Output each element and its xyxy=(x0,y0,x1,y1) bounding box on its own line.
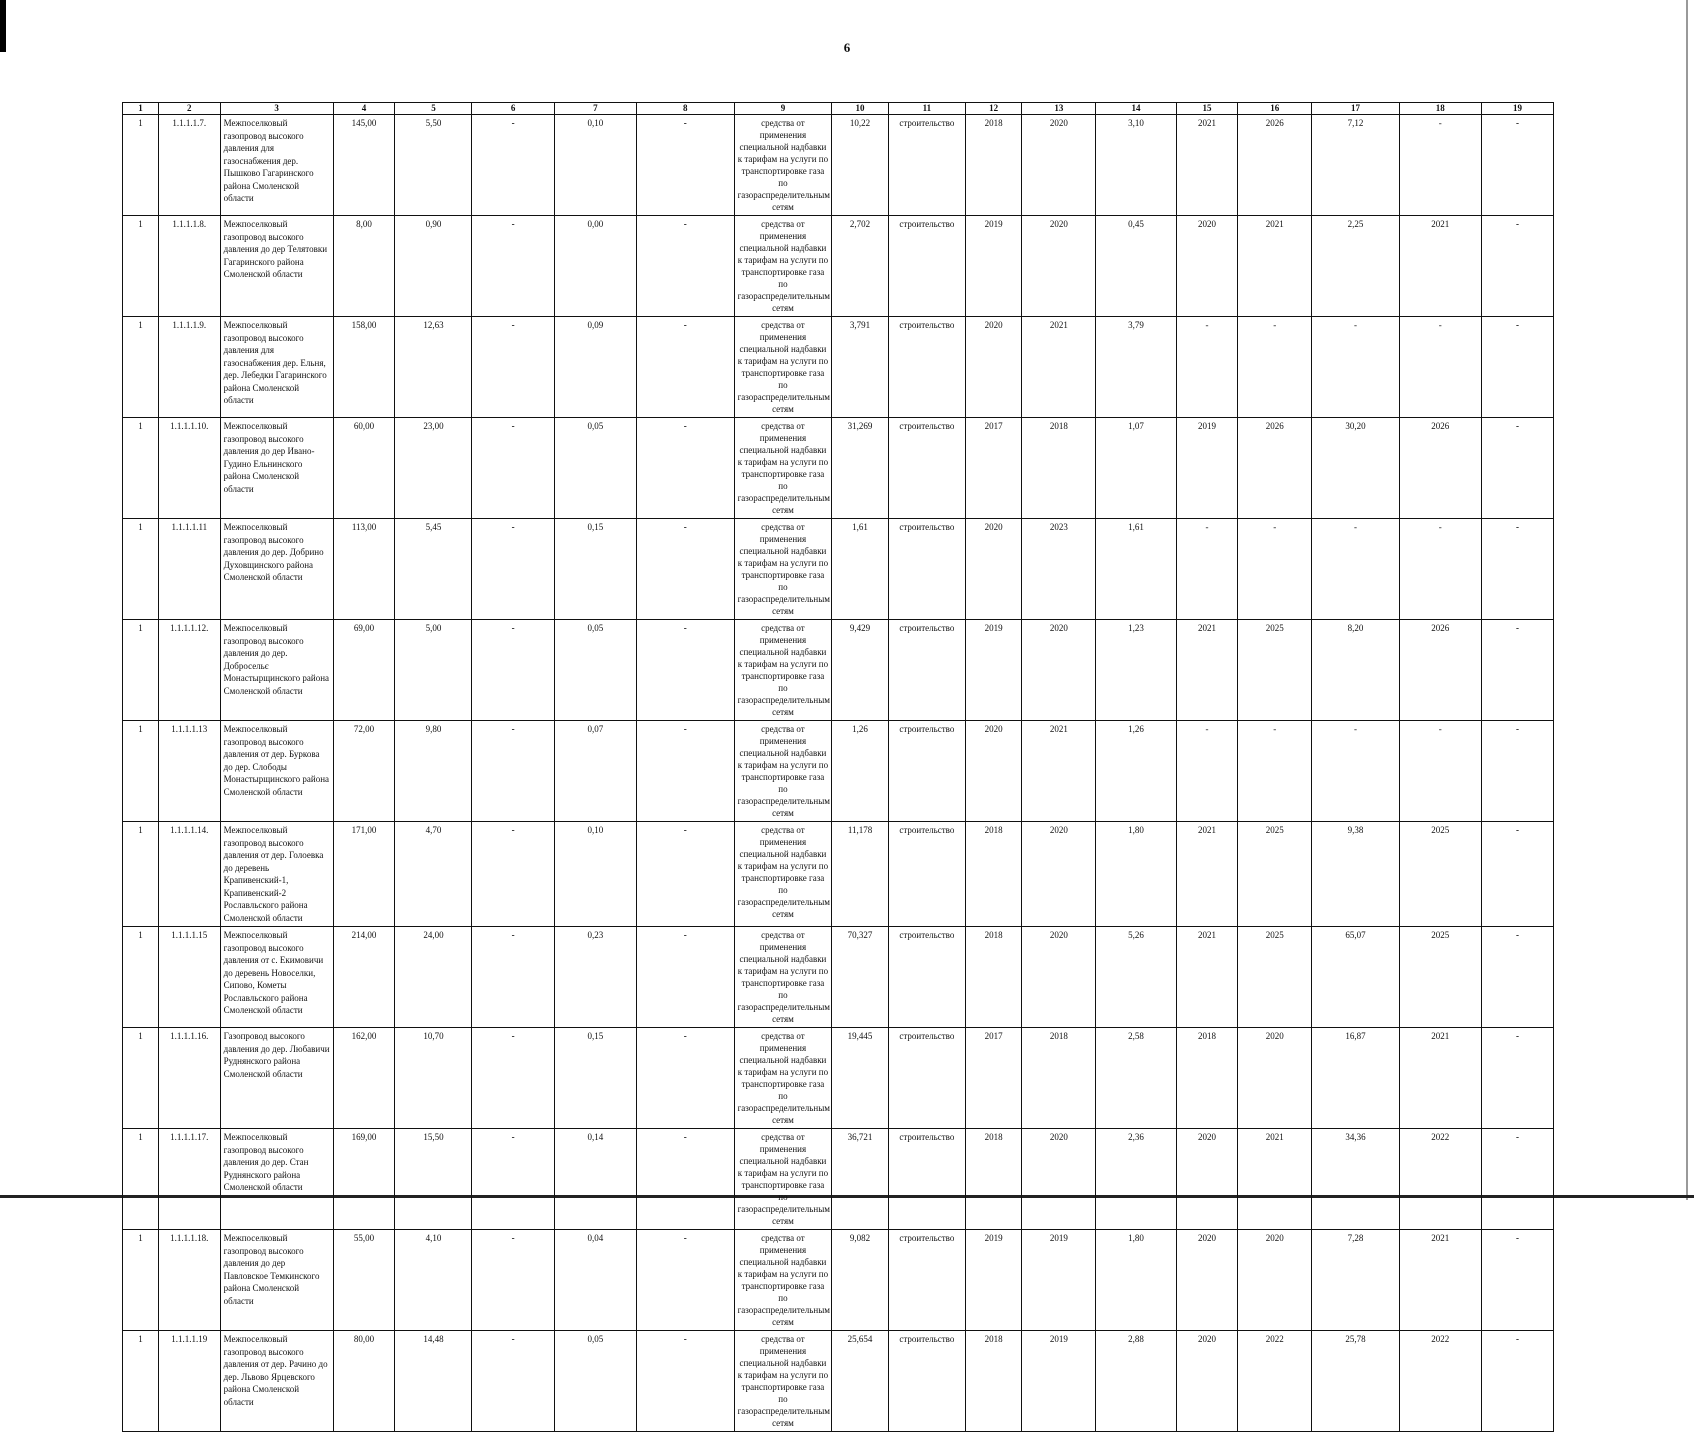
funding-source-cell: средства от применения специальной надбавки к тарифам на услуги по транспортировке газа по газораспределительным сетям xyxy=(734,1230,832,1331)
name-cell: Межпоселковый газопровод высокого давления для газоснабжения дер. Ельня, дер. Лебедки Гагаринского района Смоленской области xyxy=(220,317,333,418)
col-17-cell: 65,07 xyxy=(1312,927,1399,1028)
col-14-cell: 1,80 xyxy=(1096,1230,1176,1331)
col-12-cell: 2019 xyxy=(965,620,1022,721)
col-15-cell: - xyxy=(1176,317,1238,418)
col-7-cell: 0,23 xyxy=(554,927,636,1028)
col-15-cell: 2021 xyxy=(1176,927,1238,1028)
col-16-cell: 2026 xyxy=(1238,115,1312,216)
col-5-cell: 4,10 xyxy=(395,1230,472,1331)
col-17-cell: 30,20 xyxy=(1312,418,1399,519)
header-cell: 15 xyxy=(1176,103,1238,115)
col-17-cell: 25,78 xyxy=(1312,1331,1399,1432)
work-type-cell: строительство xyxy=(888,216,965,317)
name-cell: Межпоселковый газопровод высокого давления до дер. Добросельє Монастырщинского района Смоленской области xyxy=(220,620,333,721)
header-cell: 18 xyxy=(1399,103,1481,115)
col-6-cell: - xyxy=(472,1230,554,1331)
col-6-cell: - xyxy=(472,317,554,418)
col-4-cell: 8,00 xyxy=(333,216,395,317)
col-19-cell: - xyxy=(1481,519,1553,620)
table-row xyxy=(123,927,1554,1028)
col-15-cell: 2018 xyxy=(1176,1028,1238,1129)
header-cell: 5 xyxy=(395,103,472,115)
col-16-cell: 2025 xyxy=(1238,822,1312,927)
code-cell: 1.1.1.1.11 xyxy=(158,519,220,620)
col-4-cell: 214,00 xyxy=(333,927,395,1028)
code-cell: 1.1.1.1.10. xyxy=(158,418,220,519)
table-row xyxy=(123,317,1554,418)
col-19-cell: - xyxy=(1481,927,1553,1028)
col-4-cell: 60,00 xyxy=(333,418,395,519)
col-18-cell: 2025 xyxy=(1399,927,1481,1028)
col-14-cell: 3,79 xyxy=(1096,317,1176,418)
name-cell: Межпоселковый газопровод высокого давления от дер. Рачино до дер. Львово Ярцевского района Смоленской области xyxy=(220,1331,333,1432)
col-10-cell: 70,327 xyxy=(832,927,889,1028)
col-1-cell: 1 xyxy=(123,519,159,620)
col-4-cell: 113,00 xyxy=(333,519,395,620)
work-type-cell: строительство xyxy=(888,317,965,418)
col-19-cell: - xyxy=(1481,115,1553,216)
code-cell: 1.1.1.1.8. xyxy=(158,216,220,317)
table-row xyxy=(123,216,1554,317)
col-14-cell: 1,80 xyxy=(1096,822,1176,927)
work-type-cell: строительство xyxy=(888,721,965,822)
funding-source-cell: средства от применения специальной надбавки к тарифам на услуги по транспортировке газа по газораспределительным сетям xyxy=(734,1129,832,1230)
funding-source-cell: средства от применения специальной надбавки к тарифам на услуги по транспортировке газа по газораспределительным сетям xyxy=(734,317,832,418)
col-14-cell: 1,23 xyxy=(1096,620,1176,721)
col-5-cell: 14,48 xyxy=(395,1331,472,1432)
col-7-cell: 0,10 xyxy=(554,822,636,927)
col-8-cell: - xyxy=(636,927,734,1028)
col-14-cell: 2,36 xyxy=(1096,1129,1176,1230)
code-cell: 1.1.1.1.18. xyxy=(158,1230,220,1331)
work-type-cell: строительство xyxy=(888,1331,965,1432)
col-10-cell: 1,26 xyxy=(832,721,889,822)
col-1-cell: 1 xyxy=(123,216,159,317)
col-4-cell: 169,00 xyxy=(333,1129,395,1230)
table-row xyxy=(123,822,1554,927)
col-12-cell: 2017 xyxy=(965,418,1022,519)
col-14-cell: 2,58 xyxy=(1096,1028,1176,1129)
header-cell: 8 xyxy=(636,103,734,115)
col-13-cell: 2018 xyxy=(1022,1028,1096,1129)
name-cell: Межпоселковый газопровод высокого давления от дер. Голоевка до деревень Крапивенский-1, Крапивенский-2 Рославльского района Смоленской области xyxy=(220,822,333,927)
col-14-cell: 1,61 xyxy=(1096,519,1176,620)
funding-source-cell: средства от применения специальной надбавки к тарифам на услуги по транспортировке газа по газораспределительным сетям xyxy=(734,721,832,822)
col-10-cell: 3,791 xyxy=(832,317,889,418)
col-4-cell: 158,00 xyxy=(333,317,395,418)
col-19-cell: - xyxy=(1481,1129,1553,1230)
col-15-cell: - xyxy=(1176,721,1238,822)
col-12-cell: 2019 xyxy=(965,216,1022,317)
col-6-cell: - xyxy=(472,721,554,822)
col-19-cell: - xyxy=(1481,721,1553,822)
code-cell: 1.1.1.1.17. xyxy=(158,1129,220,1230)
col-10-cell: 10,22 xyxy=(832,115,889,216)
col-13-cell: 2019 xyxy=(1022,1331,1096,1432)
col-13-cell: 2020 xyxy=(1022,1129,1096,1230)
funding-source-cell: средства от применения специальной надбавки к тарифам на услуги по транспортировке газа по газораспределительным сетям xyxy=(734,1331,832,1432)
col-19-cell: - xyxy=(1481,317,1553,418)
col-18-cell: 2022 xyxy=(1399,1331,1481,1432)
col-15-cell: 2021 xyxy=(1176,822,1238,927)
name-cell: Межпоселковый газопровод высокого давления до дер Павловское Темкинского района Смоленской области xyxy=(220,1230,333,1331)
col-6-cell: - xyxy=(472,519,554,620)
col-4-cell: 69,00 xyxy=(333,620,395,721)
col-17-cell: 16,87 xyxy=(1312,1028,1399,1129)
col-6-cell: - xyxy=(472,216,554,317)
col-8-cell: - xyxy=(636,1028,734,1129)
col-19-cell: - xyxy=(1481,418,1553,519)
work-type-cell: строительство xyxy=(888,620,965,721)
table-row xyxy=(123,1129,1554,1230)
pipeline-table xyxy=(122,102,1554,1432)
col-13-cell: 2023 xyxy=(1022,519,1096,620)
col-4-cell: 72,00 xyxy=(333,721,395,822)
col-15-cell: 2021 xyxy=(1176,620,1238,721)
col-1-cell: 1 xyxy=(123,115,159,216)
col-14-cell: 5,26 xyxy=(1096,927,1176,1028)
table-row xyxy=(123,1028,1554,1129)
col-10-cell: 1,61 xyxy=(832,519,889,620)
col-13-cell: 2020 xyxy=(1022,927,1096,1028)
col-5-cell: 12,63 xyxy=(395,317,472,418)
col-13-cell: 2018 xyxy=(1022,418,1096,519)
col-16-cell: - xyxy=(1238,721,1312,822)
col-1-cell: 1 xyxy=(123,822,159,927)
col-7-cell: 0,15 xyxy=(554,1028,636,1129)
col-7-cell: 0,10 xyxy=(554,115,636,216)
col-17-cell: 9,38 xyxy=(1312,822,1399,927)
code-cell: 1.1.1.1.13 xyxy=(158,721,220,822)
col-15-cell: 2019 xyxy=(1176,418,1238,519)
col-12-cell: 2018 xyxy=(965,1331,1022,1432)
col-19-cell: - xyxy=(1481,620,1553,721)
name-cell: Межпоселковый газопровод высокого давления до дер Ивано-Гудино Ельнинского района Смоленской области xyxy=(220,418,333,519)
funding-source-cell: средства от применения специальной надбавки к тарифам на услуги по транспортировке газа по газораспределительным сетям xyxy=(734,1028,832,1129)
table-row xyxy=(123,1331,1554,1432)
col-15-cell: 2021 xyxy=(1176,115,1238,216)
col-18-cell: - xyxy=(1399,721,1481,822)
work-type-cell: строительство xyxy=(888,1230,965,1331)
col-16-cell: - xyxy=(1238,317,1312,418)
work-type-cell: строительство xyxy=(888,115,965,216)
work-type-cell: строительство xyxy=(888,1129,965,1230)
code-cell: 1.1.1.1.14. xyxy=(158,822,220,927)
work-type-cell: строительство xyxy=(888,1028,965,1129)
col-10-cell: 9,082 xyxy=(832,1230,889,1331)
table-row xyxy=(123,1230,1554,1331)
funding-source-cell: средства от применения специальной надбавки к тарифам на услуги по транспортировке газа по газораспределительным сетям xyxy=(734,418,832,519)
col-18-cell: - xyxy=(1399,317,1481,418)
col-1-cell: 1 xyxy=(123,927,159,1028)
col-12-cell: 2018 xyxy=(965,822,1022,927)
col-17-cell: - xyxy=(1312,317,1399,418)
col-7-cell: 0,04 xyxy=(554,1230,636,1331)
col-10-cell: 9,429 xyxy=(832,620,889,721)
col-12-cell: 2018 xyxy=(965,1129,1022,1230)
col-18-cell: 2025 xyxy=(1399,822,1481,927)
col-18-cell: 2022 xyxy=(1399,1129,1481,1230)
col-13-cell: 2020 xyxy=(1022,822,1096,927)
col-12-cell: 2020 xyxy=(965,519,1022,620)
col-1-cell: 1 xyxy=(123,317,159,418)
col-18-cell: - xyxy=(1399,115,1481,216)
header-cell: 6 xyxy=(472,103,554,115)
funding-source-cell: средства от применения специальной надбавки к тарифам на услуги по транспортировке газа по газораспределительным сетям xyxy=(734,620,832,721)
col-18-cell: 2021 xyxy=(1399,216,1481,317)
table-row xyxy=(123,721,1554,822)
col-5-cell: 15,50 xyxy=(395,1129,472,1230)
col-10-cell: 2,702 xyxy=(832,216,889,317)
header-cell: 16 xyxy=(1238,103,1312,115)
col-8-cell: - xyxy=(636,1230,734,1331)
col-5-cell: 9,80 xyxy=(395,721,472,822)
header-cell: 11 xyxy=(888,103,965,115)
col-16-cell: 2021 xyxy=(1238,1129,1312,1230)
col-13-cell: 2020 xyxy=(1022,216,1096,317)
col-17-cell: - xyxy=(1312,721,1399,822)
col-4-cell: 80,00 xyxy=(333,1331,395,1432)
col-15-cell: - xyxy=(1176,519,1238,620)
work-type-cell: строительство xyxy=(888,418,965,519)
col-6-cell: - xyxy=(472,1028,554,1129)
col-6-cell: - xyxy=(472,927,554,1028)
col-13-cell: 2020 xyxy=(1022,115,1096,216)
col-6-cell: - xyxy=(472,822,554,927)
code-cell: 1.1.1.1.12. xyxy=(158,620,220,721)
col-10-cell: 11,178 xyxy=(832,822,889,927)
col-1-cell: 1 xyxy=(123,1331,159,1432)
col-18-cell: 2026 xyxy=(1399,620,1481,721)
col-7-cell: 0,05 xyxy=(554,1331,636,1432)
table-row xyxy=(123,418,1554,519)
col-19-cell: - xyxy=(1481,1331,1553,1432)
col-5-cell: 5,00 xyxy=(395,620,472,721)
funding-source-cell: средства от применения специальной надбавки к тарифам на услуги по транспортировке газа по газораспределительным сетям xyxy=(734,927,832,1028)
code-cell: 1.1.1.1.19 xyxy=(158,1331,220,1432)
col-18-cell: 2021 xyxy=(1399,1230,1481,1331)
col-6-cell: - xyxy=(472,620,554,721)
funding-source-cell: средства от применения специальной надбавки к тарифам на услуги по транспортировке газа по газораспределительным сетям xyxy=(734,519,832,620)
name-cell: Межпоселковый газопровод высокого давления от дер. Буркова до дер. Слободы Монастырщинского района Смоленской области xyxy=(220,721,333,822)
col-17-cell: 8,20 xyxy=(1312,620,1399,721)
col-15-cell: 2020 xyxy=(1176,1129,1238,1230)
col-13-cell: 2019 xyxy=(1022,1230,1096,1331)
col-7-cell: 0,14 xyxy=(554,1129,636,1230)
header-cell: 2 xyxy=(158,103,220,115)
col-16-cell: 2022 xyxy=(1238,1331,1312,1432)
col-14-cell: 2,88 xyxy=(1096,1331,1176,1432)
col-16-cell: 2025 xyxy=(1238,927,1312,1028)
col-12-cell: 2019 xyxy=(965,1230,1022,1331)
col-14-cell: 0,45 xyxy=(1096,216,1176,317)
col-10-cell: 31,269 xyxy=(832,418,889,519)
code-cell: 1.1.1.1.9. xyxy=(158,317,220,418)
col-16-cell: 2020 xyxy=(1238,1230,1312,1331)
col-7-cell: 0,15 xyxy=(554,519,636,620)
col-15-cell: 2020 xyxy=(1176,216,1238,317)
header-cell: 4 xyxy=(333,103,395,115)
col-1-cell: 1 xyxy=(123,1028,159,1129)
name-cell: Межпоселковый газопровод высокого давления до дер. Стан Руднянского района Смоленской области xyxy=(220,1129,333,1230)
col-19-cell: - xyxy=(1481,822,1553,927)
col-6-cell: - xyxy=(472,115,554,216)
col-1-cell: 1 xyxy=(123,620,159,721)
work-type-cell: строительство xyxy=(888,927,965,1028)
col-12-cell: 2017 xyxy=(965,1028,1022,1129)
col-13-cell: 2021 xyxy=(1022,317,1096,418)
col-8-cell: - xyxy=(636,519,734,620)
table-row xyxy=(123,115,1554,216)
col-13-cell: 2020 xyxy=(1022,620,1096,721)
code-cell: 1.1.1.1.7. xyxy=(158,115,220,216)
col-16-cell: 2020 xyxy=(1238,1028,1312,1129)
col-5-cell: 5,45 xyxy=(395,519,472,620)
col-5-cell: 10,70 xyxy=(395,1028,472,1129)
col-18-cell: - xyxy=(1399,519,1481,620)
funding-source-cell: средства от применения специальной надбавки к тарифам на услуги по транспортировке газа по газораспределительным сетям xyxy=(734,822,832,927)
col-16-cell: - xyxy=(1238,519,1312,620)
header-cell: 13 xyxy=(1022,103,1096,115)
col-7-cell: 0,00 xyxy=(554,216,636,317)
col-1-cell: 1 xyxy=(123,1129,159,1230)
col-5-cell: 24,00 xyxy=(395,927,472,1028)
col-15-cell: 2020 xyxy=(1176,1230,1238,1331)
col-15-cell: 2020 xyxy=(1176,1331,1238,1432)
header-cell: 1 xyxy=(123,103,159,115)
header-cell: 12 xyxy=(965,103,1022,115)
name-cell: Межпоселковый газопровод высокого давления до дер. Добрино Духовщинского района Смоленской области xyxy=(220,519,333,620)
col-6-cell: - xyxy=(472,1129,554,1230)
col-5-cell: 5,50 xyxy=(395,115,472,216)
code-cell: 1.1.1.1.15 xyxy=(158,927,220,1028)
col-16-cell: 2026 xyxy=(1238,418,1312,519)
col-1-cell: 1 xyxy=(123,721,159,822)
col-17-cell: 7,28 xyxy=(1312,1230,1399,1331)
col-7-cell: 0,05 xyxy=(554,620,636,721)
col-17-cell: 7,12 xyxy=(1312,115,1399,216)
col-8-cell: - xyxy=(636,115,734,216)
table-row xyxy=(123,620,1554,721)
col-12-cell: 2018 xyxy=(965,927,1022,1028)
col-8-cell: - xyxy=(636,822,734,927)
col-8-cell: - xyxy=(636,620,734,721)
col-10-cell: 25,654 xyxy=(832,1331,889,1432)
col-18-cell: 2021 xyxy=(1399,1028,1481,1129)
header-cell: 7 xyxy=(554,103,636,115)
col-10-cell: 19,445 xyxy=(832,1028,889,1129)
header-cell: 9 xyxy=(734,103,832,115)
name-cell: Межпоселковый газопровод высокого давления от с. Екимовичи до деревень Новоселки, Сипово, Кометы Рославльского района Смоленской области xyxy=(220,927,333,1028)
col-7-cell: 0,05 xyxy=(554,418,636,519)
funding-source-cell: средства от применения специальной надбавки к тарифам на услуги по транспортировке газа по газораспределительным сетям xyxy=(734,115,832,216)
col-14-cell: 3,10 xyxy=(1096,115,1176,216)
col-17-cell: 34,36 xyxy=(1312,1129,1399,1230)
header-cell: 19 xyxy=(1481,103,1553,115)
col-8-cell: - xyxy=(636,317,734,418)
work-type-cell: строительство xyxy=(888,822,965,927)
table-row xyxy=(123,519,1554,620)
col-5-cell: 0,90 xyxy=(395,216,472,317)
column-number-header xyxy=(123,103,1554,115)
col-1-cell: 1 xyxy=(123,418,159,519)
col-5-cell: 4,70 xyxy=(395,822,472,927)
col-6-cell: - xyxy=(472,1331,554,1432)
page-number: 6 xyxy=(843,40,851,55)
col-5-cell: 23,00 xyxy=(395,418,472,519)
col-14-cell: 1,07 xyxy=(1096,418,1176,519)
col-16-cell: 2021 xyxy=(1238,216,1312,317)
funding-source-cell: средства от применения специальной надбавки к тарифам на услуги по транспортировке газа по газораспределительным сетям xyxy=(734,216,832,317)
col-6-cell: - xyxy=(472,418,554,519)
header-cell: 14 xyxy=(1096,103,1176,115)
work-type-cell: строительство xyxy=(888,519,965,620)
col-16-cell: 2025 xyxy=(1238,620,1312,721)
col-7-cell: 0,07 xyxy=(554,721,636,822)
header-cell: 3 xyxy=(220,103,333,115)
col-12-cell: 2018 xyxy=(965,115,1022,216)
col-8-cell: - xyxy=(636,418,734,519)
code-cell: 1.1.1.1.16. xyxy=(158,1028,220,1129)
col-17-cell: - xyxy=(1312,519,1399,620)
col-12-cell: 2020 xyxy=(965,317,1022,418)
col-19-cell: - xyxy=(1481,1028,1553,1129)
name-cell: Газопровод высокого давления до дер. Любавичи Руднянского района Смоленской области xyxy=(220,1028,333,1129)
col-13-cell: 2021 xyxy=(1022,721,1096,822)
name-cell: Межпоселковый газопровод высокого давления для газоснабжения дер. Пышково Гагаринского района Смоленской области xyxy=(220,115,333,216)
col-19-cell: - xyxy=(1481,216,1553,317)
col-12-cell: 2020 xyxy=(965,721,1022,822)
col-4-cell: 171,00 xyxy=(333,822,395,927)
name-cell: Межпоселковый газопровод высокого давления до дер Телятовки Гагаринского района Смоленской области xyxy=(220,216,333,317)
col-4-cell: 55,00 xyxy=(333,1230,395,1331)
col-8-cell: - xyxy=(636,721,734,822)
col-17-cell: 2,25 xyxy=(1312,216,1399,317)
col-1-cell: 1 xyxy=(123,1230,159,1331)
col-19-cell: - xyxy=(1481,1230,1553,1331)
col-8-cell: - xyxy=(636,216,734,317)
col-7-cell: 0,09 xyxy=(554,317,636,418)
col-10-cell: 36,721 xyxy=(832,1129,889,1230)
col-18-cell: 2026 xyxy=(1399,418,1481,519)
header-cell: 10 xyxy=(832,103,889,115)
header-cell: 17 xyxy=(1312,103,1399,115)
col-8-cell: - xyxy=(636,1129,734,1230)
scan-right-edge xyxy=(1686,0,1688,1200)
col-8-cell: - xyxy=(636,1331,734,1432)
col-4-cell: 145,00 xyxy=(333,115,395,216)
col-4-cell: 162,00 xyxy=(333,1028,395,1129)
col-14-cell: 1,26 xyxy=(1096,721,1176,822)
